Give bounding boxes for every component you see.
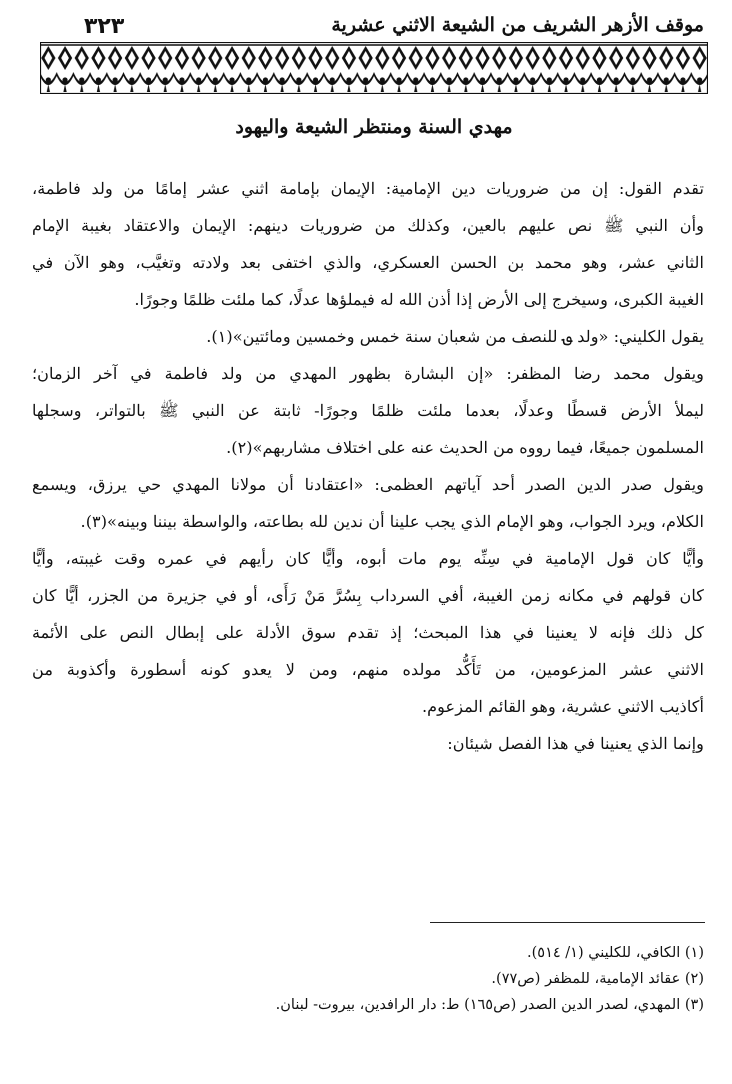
paragraph-line: ويقول محمد رضا المظفر: «إن البشارة بظهور المهدي من ولد فاطمة في آخر الزمان؛ bbox=[32, 364, 704, 383]
page-number: ٣٢٣ bbox=[84, 14, 125, 39]
paragraph-line: الاثني عشر المزعومين، من تَأَكُّد مولده منهم، ومن لا يعدو كونه أسطورة وأكذوبة من bbox=[32, 660, 704, 679]
footnote: (١) الكافي، للكليني (١/ ٥١٤). bbox=[527, 945, 704, 961]
footnotes bbox=[32, 940, 704, 1018]
paragraph-line: أكاذيب الاثني عشرية، وهو القائم المزعوم. bbox=[422, 697, 704, 716]
paragraph-line: وإنما الذي يعنينا في هذا الفصل شيئان: bbox=[447, 734, 704, 753]
paragraph-line: كل ذلك فإنه لا يعنينا في هذا المبحث؛ إذ تقدم سوق الأدلة على إبطال النص على الأئمة bbox=[32, 623, 704, 642]
paragraph-line: ويقول صدر الدين الصدر أحد آياتهم العظمى: «اعتقادنا أن مولانا المهدي حي يرزق، ويسمع bbox=[32, 475, 704, 494]
footnote-divider bbox=[430, 922, 705, 923]
paragraph-line: الثاني عشر، وهو محمد بن الحسن العسكري، والذي اختفى بعد ولادته وتغيَّب، وهو الآن في bbox=[32, 253, 704, 272]
paragraph-line: تقدم القول: إن من ضروريات دين الإمامية: الإيمان بإمامة اثني عشر إمامًا من ولد فاطمة، bbox=[32, 179, 704, 198]
footnote: (٢) عقائد الإمامية، للمظفر (ص٧٧). bbox=[491, 971, 704, 987]
page-header bbox=[40, 14, 708, 94]
paragraph-line: ليملأ الأرض قسطًا وعدلًا، بعدما ملئت ظلمًا وجورًا- ثابتة عن النبي ﷺ بالتواتر، وسجلها bbox=[32, 401, 704, 420]
paragraph-line: يقول الكليني: «ولد ؈ للنصف من شعبان سنة خمس وخمسين ومائتين»(١). bbox=[206, 327, 704, 346]
paragraph-line: كان قولهم في مكانه زمن الغيبة، أفي السرداب بِسُرَّ مَنْ رَأَى، أو في جزيرة من الجزر، أيًّا كان bbox=[32, 586, 704, 605]
paragraph-line: المسلمون جميعًا، فيما رووه من الحديث عنه على اختلاف مشاربهم»(٢). bbox=[226, 438, 704, 457]
paragraph-line: وأيًّا كان قول الإمامية في سِنِّه يوم مات أبوه، وأيًّا كان رأيهم في عمره وقت غيبته، وأيًّا bbox=[32, 549, 704, 568]
paragraph-line: الغيبة الكبرى، وسيخرج إلى الأرض إذا أذن الله له فيملؤها عدلًا، كما ملئت ظلمًا وجورًا. bbox=[134, 290, 704, 309]
ornamental-border-icon bbox=[40, 42, 708, 94]
body-text bbox=[32, 170, 704, 762]
footnote: (٣) المهدي، لصدر الدين الصدر (ص١٦٥) ط: دار الرافدين، بيروت- لبنان. bbox=[275, 997, 704, 1013]
running-title: موقف الأزهر الشريف من الشيعة الاثني عشرية bbox=[331, 14, 704, 36]
paragraph-line: الكلام، ويرد الجواب، وهو الإمام الذي يجب علينا أن ندين لله بطاعته، والواسطة بيننا وبينه»(٣). bbox=[80, 512, 704, 531]
paragraph-line: وأن النبي ﷺ نص عليهم بالعين، وكذلك من ضروريات دينهم: الإيمان والاعتقاد بغيبة الإمام bbox=[32, 216, 704, 235]
chapter-title: مهدي السنة ومنتظر الشيعة واليهود bbox=[235, 116, 513, 138]
